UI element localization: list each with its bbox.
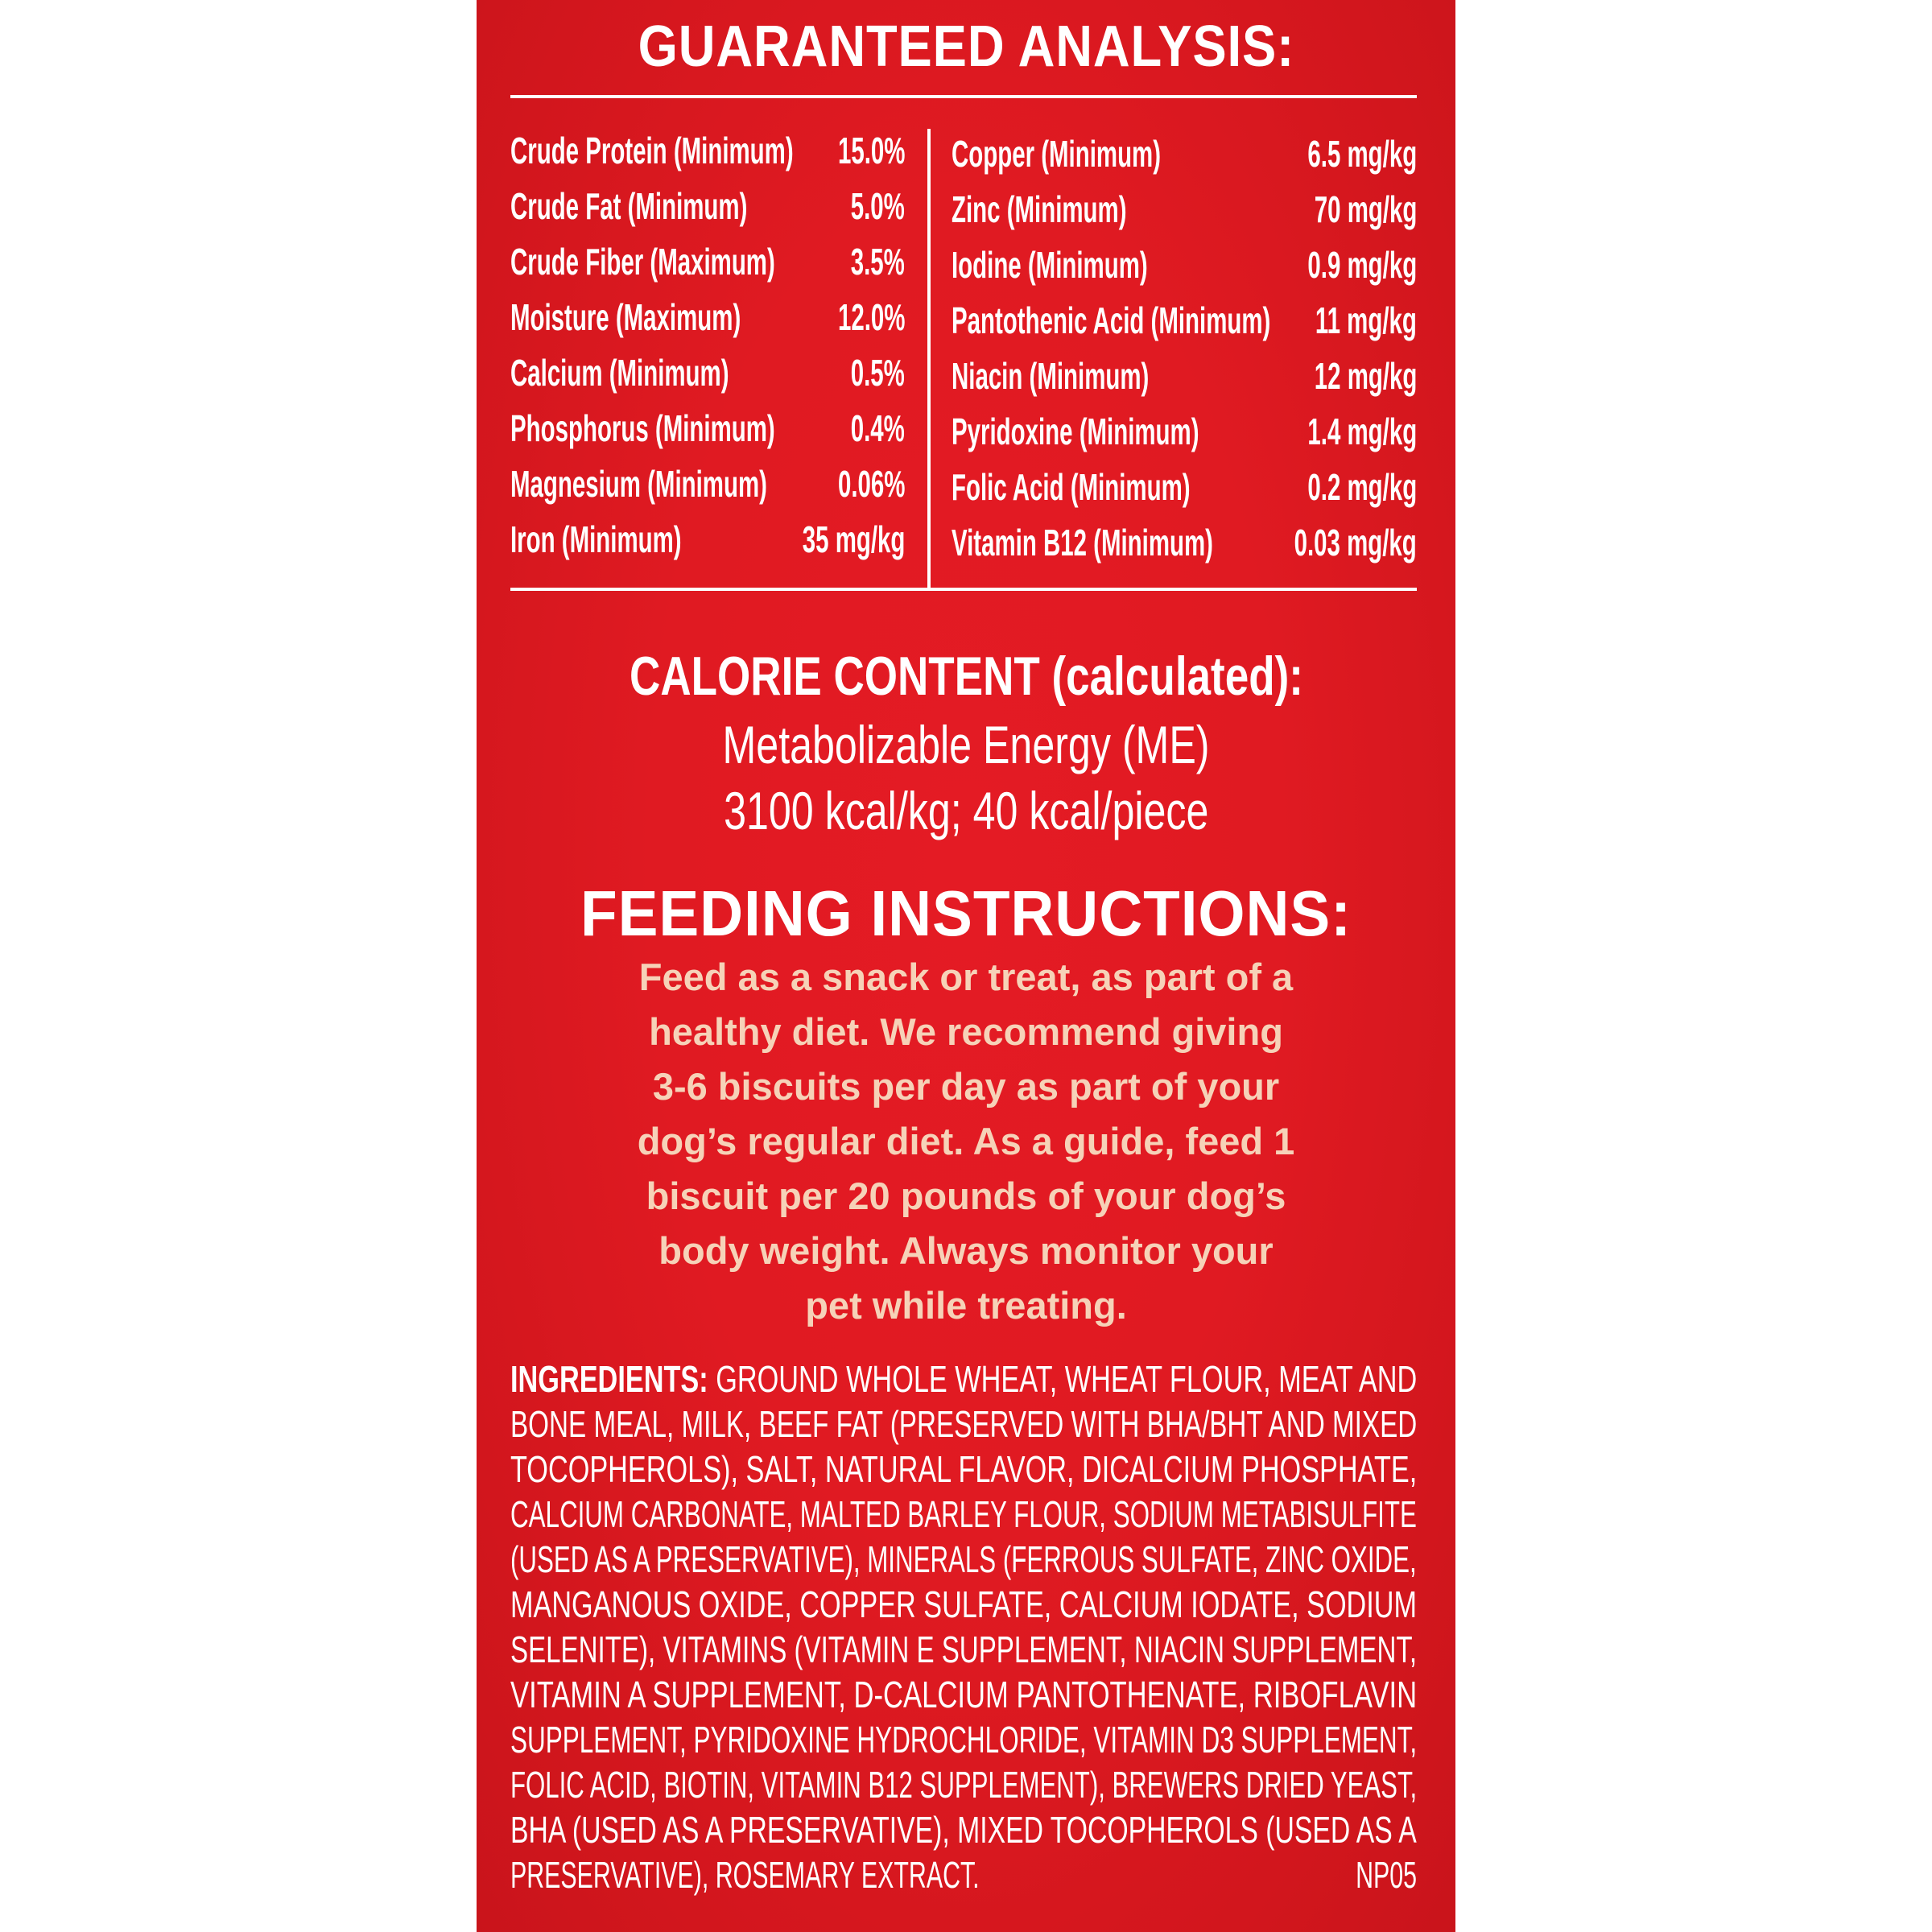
ingredients-line <box>510 1582 1417 1627</box>
calorie-content-title <box>477 644 1455 708</box>
guaranteed-analysis-title <box>477 14 1455 79</box>
analysis-row <box>510 126 905 175</box>
ingredients-text: VITAMIN A SUPPLEMENT, D-CALCIUM PANTOTHENATE, RIBOFLAVIN <box>510 1674 1418 1715</box>
analysis-value: 5.0% <box>850 185 905 227</box>
analysis-label: Crude Fat (Minimum) <box>510 185 748 227</box>
analysis-label: Iron (Minimum) <box>510 518 682 560</box>
analysis-row <box>510 292 905 342</box>
analysis-label: Crude Fiber (Maximum) <box>510 241 775 283</box>
analysis-label: Folic Acid (Minimum) <box>952 466 1191 508</box>
ingredients-line <box>510 1492 1417 1537</box>
ingredients-block <box>510 1356 1417 1897</box>
feeding-line: healthy diet. We recommend giving <box>649 1010 1283 1053</box>
ingredients-line <box>510 1447 1417 1492</box>
ingredients-text: BONE MEAL, MILK, BEEF FAT (PRESERVED WITH BHA/BHT AND MIXED <box>510 1403 1418 1445</box>
analysis-label: Vitamin B12 (Minimum) <box>952 522 1213 564</box>
analysis-row <box>952 129 1417 179</box>
ingredients-line <box>510 1762 1417 1807</box>
ingredients-text: BHA (USED AS A PRESERVATIVE), MIXED TOCOPHEROLS (USED AS A <box>510 1809 1417 1851</box>
ingredients-text: CALCIUM CARBONATE, MALTED BARLEY FLOUR, SODIUM METABISULFITE <box>510 1493 1417 1535</box>
analysis-label: Crude Protein (Minimum) <box>510 130 794 171</box>
analysis-value: 12.0% <box>837 296 905 338</box>
label-panel <box>477 0 1455 1932</box>
table-top-rule <box>510 95 1417 98</box>
analysis-row <box>510 181 905 231</box>
analysis-row <box>952 240 1417 290</box>
ingredients-text: SELENITE), VITAMINS (VITAMIN E SUPPLEMENT, NIACIN SUPPLEMENT, <box>510 1629 1418 1670</box>
analysis-row <box>952 407 1417 456</box>
calorie-content-line <box>477 778 1455 844</box>
table-column-divider <box>927 129 931 588</box>
analysis-row <box>952 184 1417 234</box>
analysis-label: Niacin (Minimum) <box>952 355 1150 397</box>
ingredients-text: SUPPLEMENT, PYRIDOXINE HYDROCHLORIDE, VITAMIN D3 SUPPLEMENT, <box>510 1719 1418 1761</box>
analysis-value: 70 mg/kg <box>1314 188 1417 230</box>
analysis-value: 12 mg/kg <box>1314 355 1417 397</box>
feeding-line: Feed as a snack or treat, as part of a <box>638 956 1294 998</box>
analysis-row <box>510 514 905 564</box>
ingredients-label: INGREDIENTS: <box>510 1358 708 1400</box>
analysis-value: 1.4 mg/kg <box>1307 411 1417 452</box>
analysis-value: 0.4% <box>850 407 905 449</box>
analysis-value: 35 mg/kg <box>802 518 905 560</box>
analysis-value: 11 mg/kg <box>1315 299 1417 341</box>
product-code: NP05 <box>1356 1854 1417 1896</box>
analysis-row <box>952 351 1417 401</box>
analysis-value: 3.5% <box>850 241 905 283</box>
analysis-row <box>952 462 1417 512</box>
analysis-label: Copper (Minimum) <box>952 133 1162 175</box>
analysis-label: Phosphorus (Minimum) <box>510 407 775 449</box>
feeding-line: pet while treating. <box>805 1284 1127 1327</box>
ingredients-line <box>510 1672 1417 1717</box>
analysis-label: Magnesium (Minimum) <box>510 463 767 505</box>
ingredients-line <box>510 1356 1417 1402</box>
analysis-value: 0.9 mg/kg <box>1307 244 1417 286</box>
analysis-row <box>510 348 905 398</box>
analysis-label: Pyridoxine (Minimum) <box>952 411 1199 452</box>
ingredients-line <box>510 1537 1417 1582</box>
ingredients-line <box>510 1402 1417 1447</box>
analysis-label: Pantothenic Acid (Minimum) <box>952 299 1271 341</box>
analysis-value: 0.5% <box>850 352 905 394</box>
ingredients-line-last <box>510 1852 1417 1897</box>
analysis-value: 6.5 mg/kg <box>1307 133 1417 175</box>
table-bottom-rule <box>510 588 1417 591</box>
ingredients-line <box>510 1717 1417 1762</box>
feeding-line: 3-6 biscuits per day as part of your <box>652 1065 1280 1108</box>
analysis-value: 0.03 mg/kg <box>1294 522 1417 564</box>
feeding-line: biscuit per 20 pounds of your dog’s <box>646 1174 1286 1217</box>
analysis-label: Iodine (Minimum) <box>952 244 1148 286</box>
analysis-label: Moisture (Maximum) <box>510 296 741 338</box>
analysis-value: 15.0% <box>837 130 905 171</box>
analysis-value: 0.2 mg/kg <box>1307 466 1417 508</box>
feeding-line: dog’s regular diet. As a guide, feed 1 <box>637 1120 1295 1162</box>
feeding-line: body weight. Always monitor your <box>658 1229 1274 1272</box>
calorie-energy-value: 3100 kcal/kg; 40 kcal/piece <box>723 781 1209 840</box>
analysis-row <box>952 295 1417 345</box>
ingredients-text: TOCOPHEROLS), SALT, NATURAL FLAVOR, DICALCIUM PHOSPHATE, <box>510 1448 1418 1490</box>
ingredients-line <box>510 1627 1417 1672</box>
feeding-instructions-title: FEEDING INSTRUCTIONS: <box>580 877 1352 949</box>
analysis-row <box>510 459 905 509</box>
guaranteed-analysis-title-text: GUARANTEED ANALYSIS: <box>638 14 1294 79</box>
analysis-label: Zinc (Minimum) <box>952 188 1127 230</box>
ingredients-line <box>510 1807 1417 1852</box>
calorie-energy-label: Metabolizable Energy (ME) <box>722 715 1210 774</box>
analysis-row <box>952 518 1417 568</box>
analysis-row <box>510 237 905 287</box>
analysis-row <box>510 403 905 453</box>
calorie-content-line <box>477 712 1455 778</box>
ingredients-text: (USED AS A PRESERVATIVE), MINERALS (FERROUS SULFATE, ZINC OXIDE, <box>510 1538 1417 1580</box>
feeding-instructions-body <box>509 950 1423 1333</box>
analysis-label: Calcium (Minimum) <box>510 352 729 394</box>
ingredients-text: FOLIC ACID, BIOTIN, VITAMIN B12 SUPPLEMENT), BREWERS DRIED YEAST, <box>510 1764 1418 1806</box>
ingredients-text: GROUND WHOLE WHEAT, WHEAT FLOUR, MEAT AND <box>716 1358 1418 1400</box>
analysis-value: 0.06% <box>837 463 905 505</box>
ingredients-text: MANGANOUS OXIDE, COPPER SULFATE, CALCIUM IODATE, SODIUM <box>510 1583 1417 1625</box>
ingredients-text: PRESERVATIVE), ROSEMARY EXTRACT. <box>510 1854 980 1896</box>
calorie-content-title-text: CALORIE CONTENT (calculated): <box>629 646 1303 707</box>
